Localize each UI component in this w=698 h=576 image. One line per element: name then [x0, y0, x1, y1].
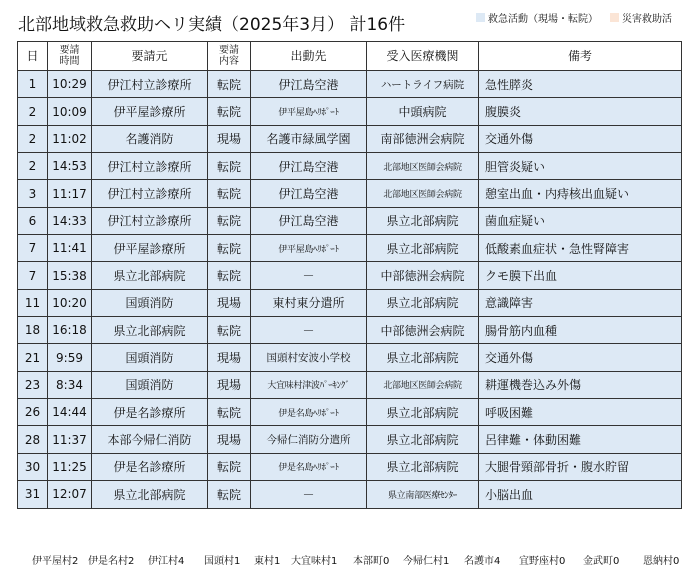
table-row [18, 317, 682, 344]
cell-hospital: 北部地区医師会病院 [367, 371, 479, 398]
cell-requester: 伊江村立診療所 [92, 71, 208, 98]
cell-destination: 伊是名島ﾍﾘﾎﾟｰﾄ [251, 399, 367, 426]
cell-destination: － [251, 317, 367, 344]
cell-destination: 東村東分遣所 [251, 289, 367, 316]
cell-type: 転院 [208, 262, 251, 289]
table-row [18, 153, 682, 180]
cell-time: 9:59 [48, 344, 92, 371]
cell-notes: 小脳出血 [479, 481, 682, 508]
col-header-time [48, 42, 92, 71]
legend-label-disaster: 災害救助活 [622, 14, 672, 25]
table-row [18, 125, 682, 152]
municipality-count: 今帰仁村1 [403, 556, 450, 567]
municipality-count: 恩納村0 [643, 556, 680, 567]
cell-destination: 伊江島空港 [251, 153, 367, 180]
cell-requester: 県立北部病院 [92, 262, 208, 289]
cell-requester: 伊江村立診療所 [92, 153, 208, 180]
cell-hospital: 中部徳洲会病院 [367, 317, 479, 344]
cell-day: 23 [18, 371, 48, 398]
cell-type: 転院 [208, 481, 251, 508]
table-row [18, 207, 682, 234]
cell-requester: 国頭消防 [92, 371, 208, 398]
table-row [18, 262, 682, 289]
municipality-count: 伊是名村2 [88, 556, 135, 567]
municipality-count: 伊平屋村2 [32, 556, 79, 567]
cell-requester: 伊江村立診療所 [92, 207, 208, 234]
cell-type: 転院 [208, 207, 251, 234]
cell-destination: 伊是名島ﾍﾘﾎﾟｰﾄ [251, 453, 367, 480]
cell-type: 転院 [208, 453, 251, 480]
cell-type: 転院 [208, 71, 251, 98]
cell-day: 6 [18, 207, 48, 234]
cell-day: 31 [18, 481, 48, 508]
cell-day: 2 [18, 125, 48, 152]
table-row [18, 98, 682, 125]
cell-day: 18 [18, 317, 48, 344]
cell-hospital: 北部地区医師会病院 [367, 180, 479, 207]
table-row [18, 180, 682, 207]
cell-notes: 腹膜炎 [479, 98, 682, 125]
cell-type: 転院 [208, 180, 251, 207]
cell-day: 1 [18, 71, 48, 98]
cell-day: 3 [18, 180, 48, 207]
cell-destination: 伊江島空港 [251, 71, 367, 98]
cell-day: 7 [18, 262, 48, 289]
legend-swatch-emergency [476, 13, 485, 22]
col-header-day: 日 [18, 42, 48, 71]
cell-hospital: 県立南部医療ｾﾝﾀｰ [367, 481, 479, 508]
cell-hospital: 南部徳洲会病院 [367, 125, 479, 152]
table-row [18, 426, 682, 453]
municipality-count: 伊江村4 [148, 556, 185, 567]
cell-requester: 伊是名診療所 [92, 399, 208, 426]
cell-destination: 名護市緑風学園 [251, 125, 367, 152]
cell-notes: クモ膜下出血 [479, 262, 682, 289]
cell-time: 14:53 [48, 153, 92, 180]
municipality-summary [0, 552, 698, 568]
cell-notes: 意識障害 [479, 289, 682, 316]
cell-hospital: 県立北部病院 [367, 344, 479, 371]
cell-notes: 菌血症疑い [479, 207, 682, 234]
cell-type: 転院 [208, 98, 251, 125]
cell-hospital: 北部地区医師会病院 [367, 153, 479, 180]
cell-notes: 急性膵炎 [479, 71, 682, 98]
cell-time: 11:25 [48, 453, 92, 480]
cell-hospital: 県立北部病院 [367, 207, 479, 234]
col-header-requester: 要請元 [92, 42, 208, 71]
cell-type: 現場 [208, 344, 251, 371]
cell-type: 現場 [208, 371, 251, 398]
municipality-count: 名護市4 [464, 556, 501, 567]
cell-requester: 県立北部病院 [92, 481, 208, 508]
table-row [18, 235, 682, 262]
cell-time: 11:17 [48, 180, 92, 207]
cell-time: 11:41 [48, 235, 92, 262]
legend-item-disaster [610, 10, 672, 25]
cell-destination: － [251, 262, 367, 289]
cell-day: 2 [18, 153, 48, 180]
cell-destination: 伊平屋島ﾍﾘﾎﾟｰﾄ [251, 235, 367, 262]
cell-time: 14:33 [48, 207, 92, 234]
cell-time: 10:09 [48, 98, 92, 125]
table-row [18, 289, 682, 316]
cell-type: 現場 [208, 289, 251, 316]
municipality-count: 宜野座村0 [519, 556, 566, 567]
cell-requester: 本部今帰仁消防 [92, 426, 208, 453]
cell-type: 転院 [208, 317, 251, 344]
cell-type: 現場 [208, 426, 251, 453]
cell-hospital: 中頭病院 [367, 98, 479, 125]
cell-requester: 国頭消防 [92, 344, 208, 371]
cell-day: 7 [18, 235, 48, 262]
page-title: 北部地域救急救助ヘリ実績（2025年3月） 計16件 [18, 15, 406, 35]
col-header-destination: 出動先 [251, 42, 367, 71]
cell-time: 10:20 [48, 289, 92, 316]
legend-swatch-disaster [610, 13, 619, 22]
table-row [18, 481, 682, 508]
records-table [17, 41, 682, 509]
cell-hospital: ハートライフ病院 [367, 71, 479, 98]
cell-notes: 大腿骨頸部骨折・腹水貯留 [479, 453, 682, 480]
cell-notes: 交通外傷 [479, 344, 682, 371]
cell-notes: 胆管炎疑い [479, 153, 682, 180]
cell-requester: 伊是名診療所 [92, 453, 208, 480]
cell-time: 10:29 [48, 71, 92, 98]
cell-day: 28 [18, 426, 48, 453]
municipality-count: 金武町0 [583, 556, 620, 567]
col-header-hospital: 受入医療機関 [367, 42, 479, 71]
cell-day: 30 [18, 453, 48, 480]
cell-type: 転院 [208, 235, 251, 262]
municipality-count: 東村1 [254, 556, 281, 567]
col-header-notes: 備考 [479, 42, 682, 71]
table-row [18, 344, 682, 371]
cell-notes: 呂律難・体動困難 [479, 426, 682, 453]
cell-destination: 今帰仁消防分遣所 [251, 426, 367, 453]
municipality-count: 本部町0 [353, 556, 390, 567]
header [0, 0, 698, 42]
cell-type: 転院 [208, 153, 251, 180]
table-row [18, 453, 682, 480]
cell-hospital: 県立北部病院 [367, 289, 479, 316]
legend-label-emergency: 救急活動（現場・転院） [488, 14, 598, 25]
cell-destination: 伊江島空港 [251, 207, 367, 234]
table-row [18, 399, 682, 426]
cell-hospital: 県立北部病院 [367, 399, 479, 426]
cell-requester: 県立北部病院 [92, 317, 208, 344]
legend-item-emergency [476, 10, 598, 25]
cell-hospital: 県立北部病院 [367, 235, 479, 262]
cell-notes: 憩室出血・内痔核出血疑い [479, 180, 682, 207]
cell-hospital: 県立北部病院 [367, 453, 479, 480]
cell-time: 11:37 [48, 426, 92, 453]
col-header-type [208, 42, 251, 71]
cell-hospital: 中部徳洲会病院 [367, 262, 479, 289]
cell-day: 26 [18, 399, 48, 426]
col-header-time-text: 要請 時間 [59, 45, 80, 67]
cell-destination: 国頭村安波小学校 [251, 344, 367, 371]
cell-day: 11 [18, 289, 48, 316]
municipality-count: 国頭村1 [204, 556, 241, 567]
cell-notes: 低酸素血症状・急性腎障害 [479, 235, 682, 262]
cell-type: 現場 [208, 125, 251, 152]
cell-requester: 伊平屋診療所 [92, 235, 208, 262]
cell-requester: 国頭消防 [92, 289, 208, 316]
cell-time: 14:44 [48, 399, 92, 426]
municipality-count: 大宜味村1 [291, 556, 338, 567]
cell-notes: 耕運機巻込み外傷 [479, 371, 682, 398]
cell-day: 2 [18, 98, 48, 125]
cell-time: 8:34 [48, 371, 92, 398]
table-row [18, 71, 682, 98]
table-row [18, 371, 682, 398]
cell-time: 16:18 [48, 317, 92, 344]
cell-destination: － [251, 481, 367, 508]
cell-day: 21 [18, 344, 48, 371]
cell-type: 転院 [208, 399, 251, 426]
table-body [18, 71, 682, 509]
cell-hospital: 県立北部病院 [367, 426, 479, 453]
cell-destination: 大宜味村津波ﾊﾟｰｷﾝｸﾞ [251, 371, 367, 398]
cell-requester: 伊平屋診療所 [92, 98, 208, 125]
cell-notes: 呼吸困難 [479, 399, 682, 426]
cell-time: 11:02 [48, 125, 92, 152]
cell-requester: 伊江村立診療所 [92, 180, 208, 207]
table-header-row [18, 42, 682, 71]
cell-notes: 交通外傷 [479, 125, 682, 152]
cell-notes: 腸骨筋内血種 [479, 317, 682, 344]
cell-time: 12:07 [48, 481, 92, 508]
cell-requester: 名護消防 [92, 125, 208, 152]
col-header-type-text: 要請 内容 [219, 45, 239, 67]
cell-destination: 伊江島空港 [251, 180, 367, 207]
cell-time: 15:38 [48, 262, 92, 289]
cell-destination: 伊平屋島ﾍﾘﾎﾟｰﾄ [251, 98, 367, 125]
